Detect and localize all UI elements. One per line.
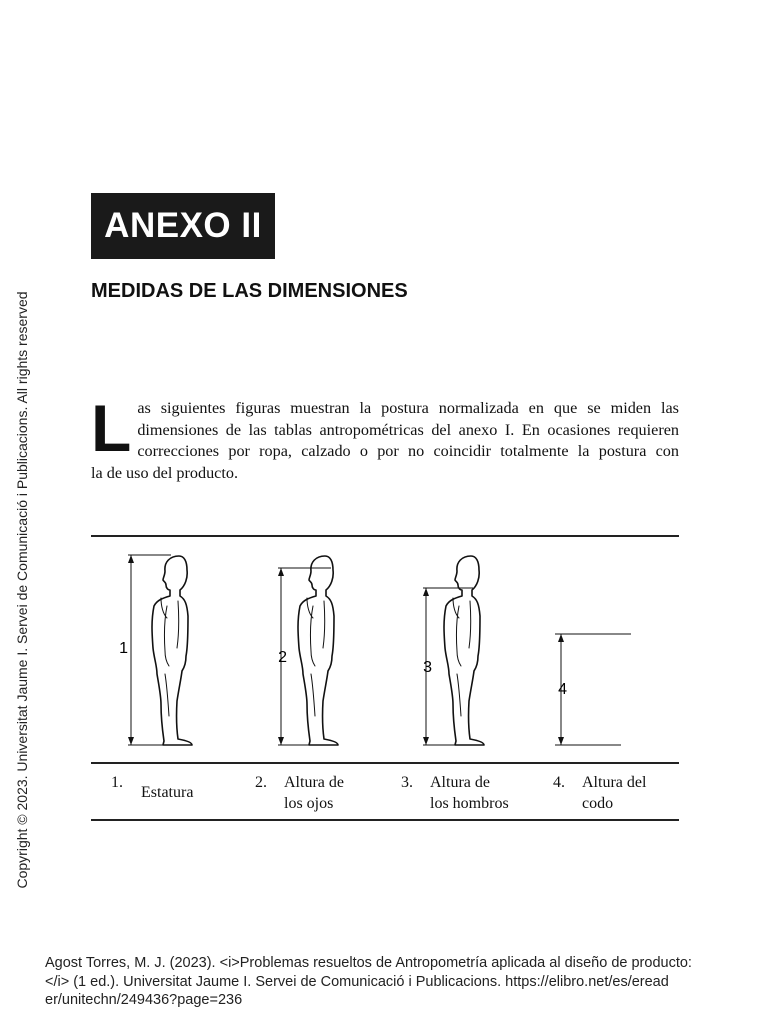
caption-2-line-1: Altura de [284,774,344,791]
caption-3-number: 3. [401,774,413,791]
drop-cap: L [91,391,132,465]
caption-3-line-1: Altura de [430,774,490,791]
caption-bottom-rule [91,819,679,821]
intro-line-3: correcciones por ropa, calzado o por no coincidir totalmente la postura con [137,442,679,460]
intro-line-4: la de uso del producto. [91,463,238,482]
intro-line-1: as siguientes figuras muestran la postura normalizada en que se miden las [137,399,679,417]
caption-4-line-2: codo [582,795,614,812]
caption-1-number: 1. [111,774,123,791]
figure-1-stature [119,555,192,745]
intro-line-2: dimensiones de las tablas antropométricas del anexo I. En ocasiones requieren [137,420,679,439]
caption-3-line-2: los hombros [430,795,509,812]
caption-2-line-2: los ojos [284,795,334,812]
figure-1-label: 1 [119,640,128,657]
citation-line-1: Agost Torres, M. J. (2023). <i>Problemas resueltos de Antropometría aplicada al diseño de producto: [45,955,692,971]
figure-4-label: 4 [558,681,567,698]
intro-paragraph [91,391,679,484]
top-rule [91,535,679,537]
caption-1-text: Estatura [141,784,194,801]
figure-captions [91,772,679,816]
citation [45,954,745,1010]
caption-top-rule [91,762,679,764]
caption-4-line-1: Altura del [582,774,647,791]
citation-line-2: </i> (1 ed.). Universitat Jaume I. Servei de Comunicació i Publicacions. https://elibro.net/es/eread [45,973,669,990]
caption-4-number: 4. [553,774,565,791]
citation-line-3: er/unitechn/249436?page=236 [45,992,243,1008]
figure-3-label: 3 [423,659,432,676]
section-title: MEDIDAS DE LAS DIMENSIONES [91,280,408,302]
annex-title: ANEXO II [91,193,275,259]
figure-4-elbow-height [555,634,631,745]
figure-3-shoulder-height [423,556,484,745]
figure-2-eye-height [278,556,338,745]
caption-2-number: 2. [255,774,267,791]
figure-2-label: 2 [278,649,287,666]
side-copyright: Copyright © 2023. Universitat Jaume I. Servei de Comunicació i Publicacions. All rights reserved [14,291,30,889]
posture-figures [91,540,679,760]
